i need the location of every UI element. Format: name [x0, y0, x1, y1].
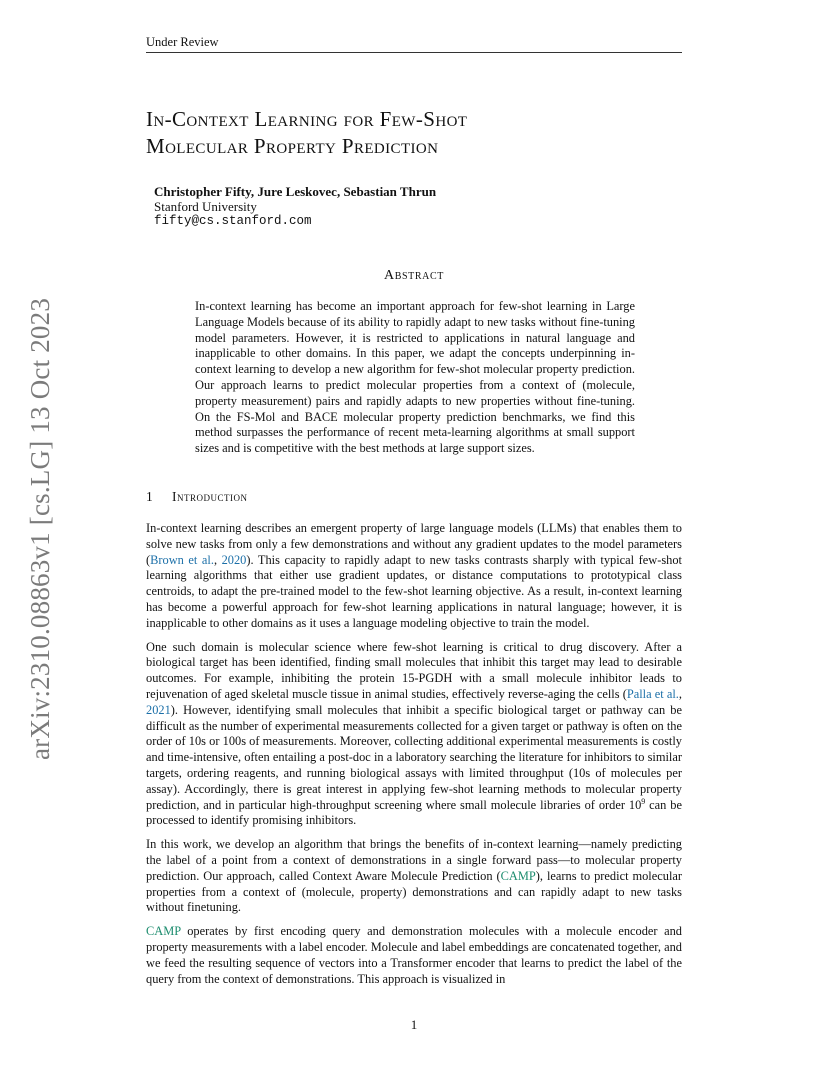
arxiv-stamp: arXiv:2310.08863v1 [cs.LG] 13 Oct 2023 [25, 297, 55, 760]
camp-acronym-link[interactable]: CAMP [500, 868, 536, 883]
paper-title [146, 106, 686, 160]
paragraph-text: can be processed to identify promising inhibitors. [146, 797, 682, 828]
paragraph-text: ), learns to predict molecular properties from a context of (molecule, property) demonstrations and can rapidly adapt to new tasks without finetuning. [146, 868, 683, 915]
author-block [154, 184, 436, 229]
paragraph-text: In this work, we develop an algorithm that brings the benefits of in-context learning—namely predicting the label of a point from a context of demonstrations in a single forward pass—to molecular property prediction. Our approach, called Context Aware Molecule Prediction ( [146, 837, 682, 883]
section-title: Introduction [172, 489, 248, 504]
camp-acronym-link[interactable]: CAMP [146, 924, 181, 939]
paragraph-text: ). However, identifying small molecules that inhibit a specific biological target or pathway can be difficult as the number of experimental measurements collected for a given target or pathway is often on the order of 10s or 100s of measurements. Moreover, collecting additional experimental measurements is costly and time-intensive, often entailing a post-doc in a laboratory searching the literature for inhibitors to similar targets, ordering reagents, and running biological assays with limited throughput (10s of molecules per assay). Accordingly, there is great interest in applying few-shot learning methods to molecular property prediction, and in particular high-throughput screening where small molecule libraries of order 10 [146, 702, 682, 812]
affiliation: Stanford University [154, 199, 257, 214]
abstract-heading: Abstract [384, 268, 444, 283]
citation-author-link[interactable]: Palla et al. [626, 686, 679, 701]
paragraph-4 [146, 924, 682, 987]
introduction-body [146, 521, 682, 995]
citation-year-link[interactable]: 2021 [146, 702, 171, 717]
citation-separator: , [678, 686, 683, 701]
running-head: Under Review [146, 35, 682, 53]
paragraph-2 [146, 640, 682, 830]
citation-separator: , [213, 552, 222, 567]
page-number: 1 [410, 1017, 418, 1032]
exponent: 9 [641, 796, 646, 806]
citation-year-link[interactable]: 2020 [221, 552, 247, 567]
paragraph-text: ). This capacity to rapidly adapt to new tasks contrasts sharply with typical few-shot learning algorithms that either use gradient updates, or distance computations to prototypical class centroids, to adapt the pre-trained model to the few-shot learning objective. As a result, in-context learning has become a powerful approach for few-shot learning applications in natural language; however, it is inapplicable to other domains as it uses a language modeling objective to train the model. [146, 552, 682, 630]
paragraph-1 [146, 521, 682, 632]
citation-author-link[interactable]: Brown et al. [150, 552, 214, 567]
paragraph-text: operates by first encoding query and demonstration molecules with a molecule encoder and property measurements with a label encoder. Molecule and label embeddings are concatenated together, and we feed the resulting sequence of vectors into a Transformer encoder that learns to predict the label of the query from the context of demonstrations. This approach is visualized in [146, 924, 682, 986]
section-heading [146, 489, 248, 505]
paragraph-text: One such domain is molecular science where few-shot learning is critical to drug discovery. After a biological target has been identified, finding small molecules that inhibit this target may lead to desirable outcomes. For example, inhibiting the protein 15-PGDH with a small molecule inhibitor leads to rejuvenation of aged skeletal muscle tissue in animal studies, effectively reverse-aging the cells ( [146, 639, 682, 701]
paragraph-3 [146, 837, 682, 916]
paragraph-text: In-context learning describes an emergent property of large language models (LLMs) that enables them to solve new tasks from only a few demonstrations and without any gradient updates to the model parameters ( [146, 521, 682, 567]
title-line-1: In-Context Learning for Few-Shot [146, 107, 468, 131]
author-names: Christopher Fifty, Jure Leskovec, Sebastian Thrun [154, 184, 437, 199]
author-email: fifty@cs.stanford.com [154, 214, 312, 228]
title-line-2: Molecular Property Prediction [146, 134, 439, 158]
section-number: 1 [146, 489, 154, 504]
abstract-text: In-context learning has become an important approach for few-shot learning in Large Language Models because of its ability to rapidly adapt to new tasks without fine-tuning model parameters. However, it is restricted to applications in natural language and inapplicable to other domains. In this paper, we adapt the concepts underpinning in-context learning to develop a new algorithm for few-shot molecular property prediction. Our approach learns to predict molecular properties from a context of (molecule, property measurement) pairs and rapidly adapts to new properties without fine-tuning. On the FS-Mol and BACE molecular property prediction benchmarks, we find this method surpasses the performance of recent meta-learning algorithms at small support sizes and is competitive with the best methods at large support sizes. [195, 299, 635, 456]
